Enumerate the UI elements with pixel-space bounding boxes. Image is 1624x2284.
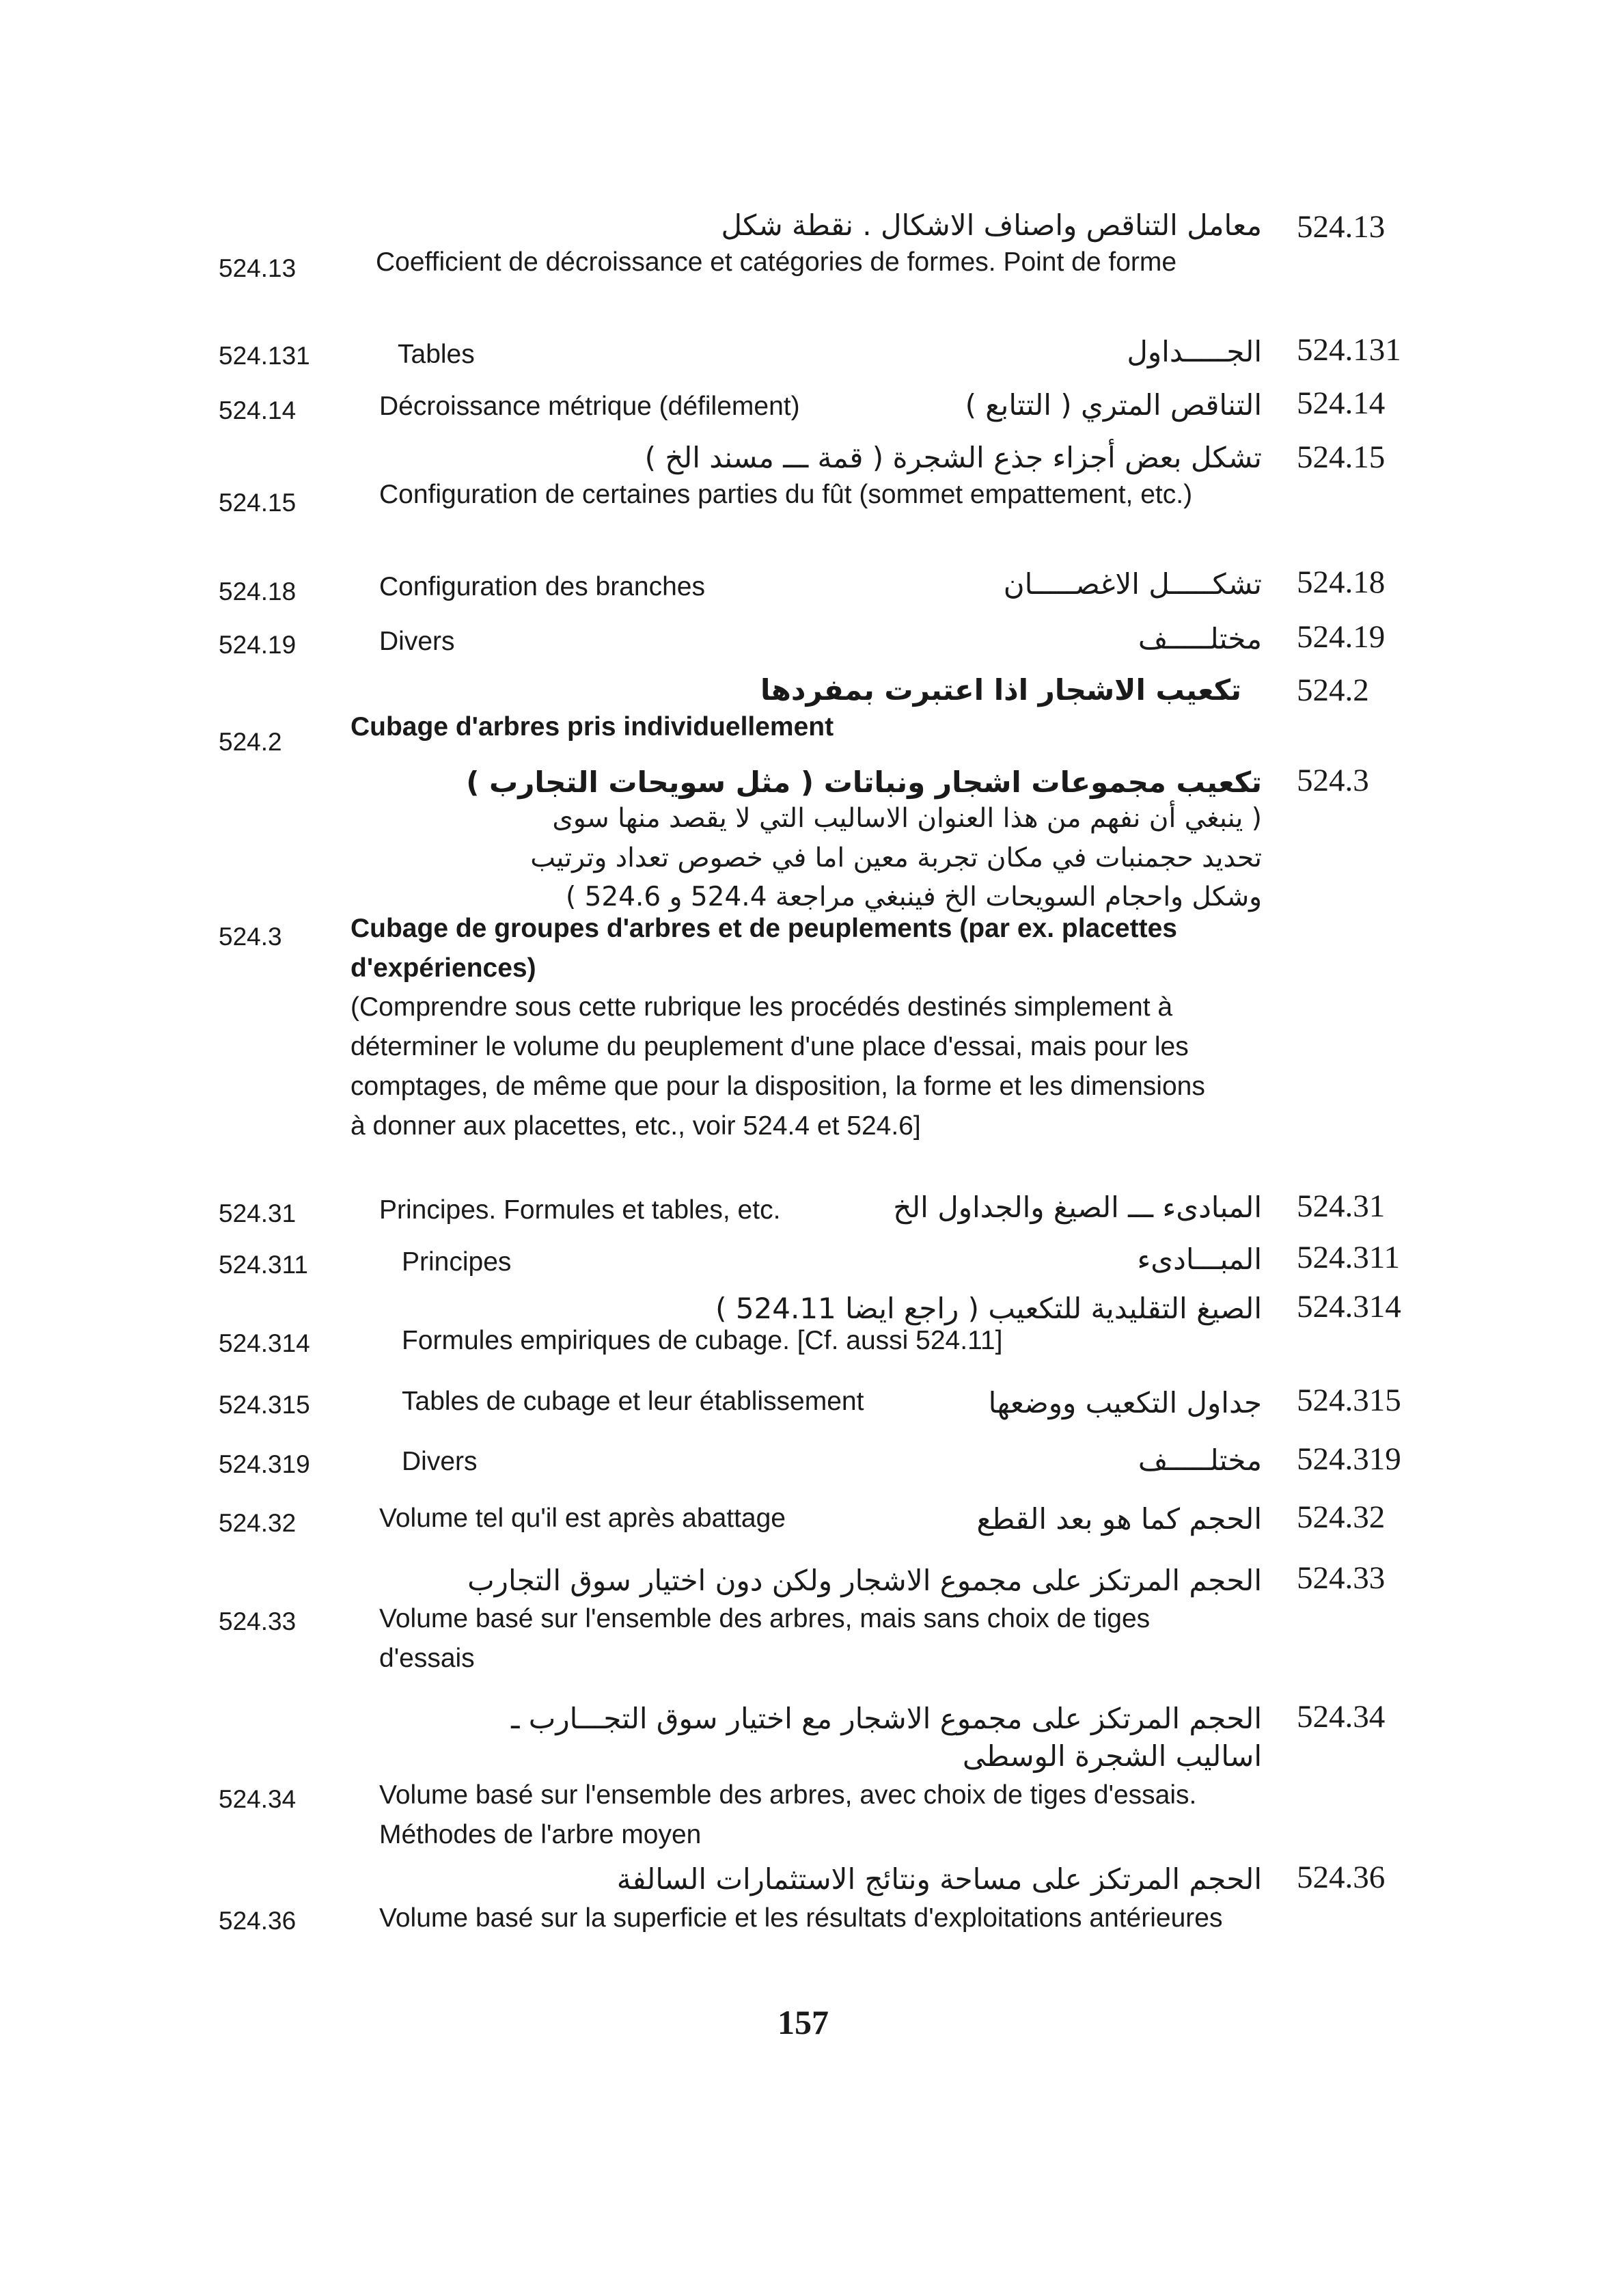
ar-text-524-19: مختلـــــف	[1138, 622, 1262, 655]
code-fr-524-33: 524.33	[219, 1607, 297, 1635]
code-ar-524-13: 524.13	[1297, 209, 1386, 245]
fr-text-524-19: Divers	[379, 627, 455, 656]
fr-text-524-2: Cubage d'arbres pris individuellement	[350, 712, 834, 742]
ar-note-line-3: وشكل واحجام السويحات الخ فينبغي مراجعة 524.4 و 524.6 )	[565, 882, 1262, 912]
code-ar-524-34: 524.34	[1297, 1699, 1386, 1735]
code-fr-524-14: 524.14	[219, 396, 297, 424]
code-ar-524-3: 524.3	[1297, 763, 1369, 798]
code-fr-524-314: 524.314	[219, 1329, 310, 1357]
ar-text-524-31: المبادىء ـــ الصيغ والجداول الخ	[893, 1191, 1262, 1224]
code-fr-524-32: 524.32	[219, 1509, 297, 1537]
fr-text-524-131: Tables	[398, 340, 475, 369]
ar-text-524-36: الحجم المرتكز على مساحة ونتائج الاستثمارات السالفة	[616, 1862, 1262, 1896]
code-ar-524-131: 524.131	[1297, 332, 1401, 368]
code-fr-524-15: 524.15	[219, 489, 297, 517]
code-ar-524-14: 524.14	[1297, 385, 1386, 421]
code-ar-524-311: 524.311	[1297, 1240, 1401, 1275]
code-fr-524-319: 524.319	[219, 1450, 310, 1478]
ar-text-524-314: الصيغ التقليدية للتكعيب ( راجع ايضا 524.11 )	[715, 1292, 1262, 1325]
ar-text-524-34: الحجم المرتكز على مجموع الاشجار مع اختيار سوق التجـــارب ـ	[511, 1702, 1262, 1735]
ar-text-524-18: تشكـــــل الاغصـــــان	[1003, 567, 1262, 601]
fr-text-524-311: Principes	[402, 1247, 512, 1277]
fr-text-524-36: Volume basé sur la superficie et les résultats d'exploitations antérieures	[379, 1903, 1223, 1933]
ar-text-524-2: تكعيب الاشجار اذا اعتبرت بمفردها	[760, 673, 1241, 707]
ar-text-524-13: معامل التناقص واصناف الاشكال . نقطة شكل	[721, 208, 1262, 242]
code-ar-524-18: 524.18	[1297, 565, 1386, 600]
fr-text-524-33: Volume basé sur l'ensemble des arbres, mais sans choix de tiges d'essais	[379, 1604, 1151, 1673]
ar-note-line-1: ( ينبغي أن نفهم من هذا العنوان الاساليب التي لا يقصد منها سوى	[552, 803, 1262, 834]
fr-text-524-314: Formules empiriques de cubage. [Cf. aussi 524.11]	[402, 1326, 1003, 1355]
code-fr-524-18: 524.18	[219, 577, 297, 606]
fr-text-524-3: Cubage de groupes d'arbres et de peuplements (par ex. placettes d'expériences)	[350, 914, 1177, 983]
code-ar-524-319: 524.319	[1297, 1441, 1401, 1477]
code-ar-524-32: 524.32	[1297, 1499, 1386, 1535]
ar-text-524-15: تشكل بعض أجزاء جذع الشجرة ( قمة ـــ مسند الخ )	[644, 441, 1262, 474]
code-fr-524-36: 524.36	[219, 1907, 297, 1935]
code-fr-524-311: 524.311	[219, 1251, 308, 1279]
page-number: 157	[777, 2003, 829, 2041]
fr-text-524-15: Configuration de certaines parties du fût (sommet empattement, etc.)	[379, 480, 1193, 509]
ar-note-line-2: تحديد حجمنبات في مكان تجربة معين اما في خصوص تعداد وترتيب	[530, 843, 1262, 873]
ar-text-524-34-line-2: اساليب الشجرة الوسطى	[962, 1739, 1262, 1773]
code-fr-524-31: 524.31	[219, 1199, 297, 1227]
code-fr-524-34: 524.34	[219, 1785, 297, 1813]
code-fr-524-19: 524.19	[219, 631, 297, 659]
ar-text-524-3: تكعيب مجموعات اشجار ونباتات ( مثل سويحات التجارب )	[466, 765, 1262, 799]
ar-text-524-32: الحجم كما هو بعد القطع	[976, 1502, 1262, 1536]
fr-text-524-18: Configuration des branches	[379, 572, 705, 601]
ar-text-524-131: الجـــــداول	[1127, 335, 1262, 368]
fr-text-524-13: Coefficient de décroissance et catégories de formes. Point de forme	[376, 247, 1177, 277]
code-fr-524-131: 524.131	[219, 342, 310, 370]
code-fr-524-315: 524.315	[219, 1391, 310, 1419]
ar-text-524-315: جداول التكعيب ووضعها	[988, 1386, 1262, 1419]
code-ar-524-19: 524.19	[1297, 619, 1386, 655]
code-fr-524-13: 524.13	[219, 254, 297, 282]
fr-note-524-3: (Comprendre sous cette rubrique les procédés destinés simplement à déterminer le volume du peuplement d'une place d'essai, mais pour les comptages, de même que pour la disposition, la forme et les dimensions à donner aux placettes, etc., voir 524.4 et 524.6]	[350, 992, 1205, 1141]
code-ar-524-33: 524.33	[1297, 1560, 1386, 1596]
code-ar-524-315: 524.315	[1297, 1383, 1401, 1418]
fr-text-524-315: Tables de cubage et leur établissement	[402, 1387, 864, 1416]
fr-text-524-34: Volume basé sur l'ensemble des arbres, avec choix de tiges d'essais. Méthodes de l'arbre moyen	[379, 1780, 1197, 1849]
ar-text-524-311: المبـــادىء	[1137, 1242, 1262, 1276]
fr-text-524-31: Principes. Formules et tables, etc.	[379, 1195, 781, 1225]
ar-text-524-14: التناقص المتري ( التتابع )	[965, 388, 1262, 422]
code-ar-524-2: 524.2	[1297, 672, 1369, 708]
code-fr-524-3: 524.3	[219, 923, 282, 951]
code-ar-524-314: 524.314	[1297, 1289, 1401, 1324]
code-ar-524-31: 524.31	[1297, 1188, 1386, 1224]
code-ar-524-15: 524.15	[1297, 439, 1386, 475]
code-fr-524-2: 524.2	[219, 728, 282, 756]
code-ar-524-36: 524.36	[1297, 1860, 1386, 1895]
fr-text-524-319: Divers	[402, 1447, 478, 1476]
fr-text-524-14: Décroissance métrique (défilement)	[379, 392, 800, 421]
ar-text-524-33: الحجم المرتكز على مجموع الاشجار ولكن دون اختيار سوق التجارب	[467, 1564, 1262, 1597]
ar-text-524-319: مختلـــــف	[1138, 1443, 1262, 1477]
fr-text-524-32: Volume tel qu'il est après abattage	[379, 1504, 786, 1533]
